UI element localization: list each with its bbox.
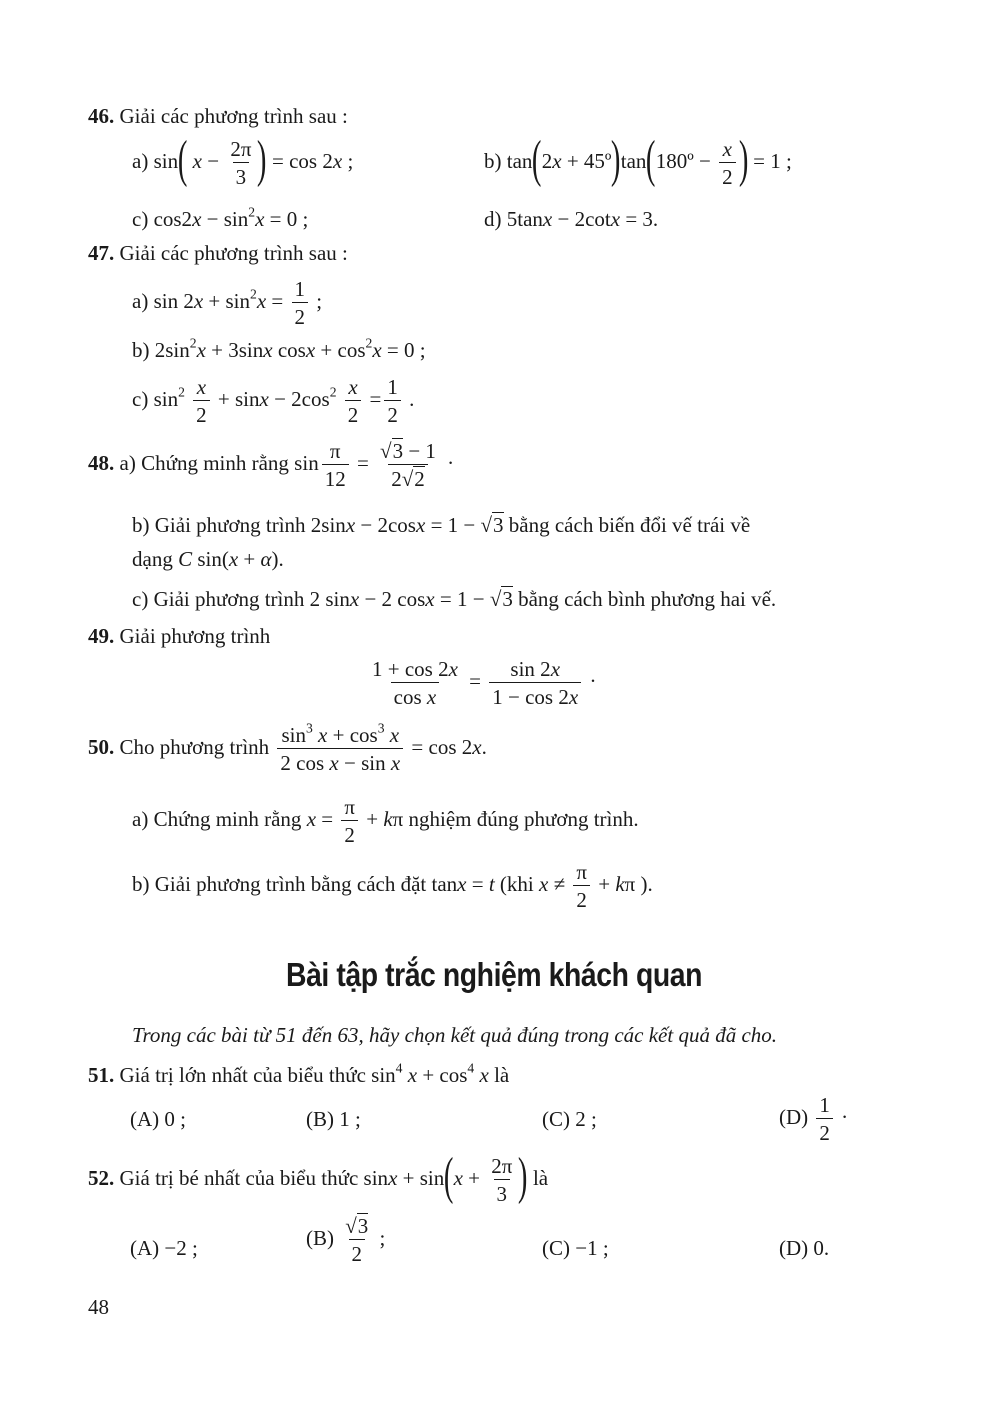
var: x (228, 547, 239, 571)
right-paren: ) (257, 131, 267, 189)
left-paren: ( (646, 131, 656, 189)
fraction (488, 1155, 515, 1205)
eq-text: = 0 ; (381, 338, 426, 362)
eq-text: + (360, 806, 384, 831)
eq-text: = (364, 386, 382, 411)
problem-48a (88, 440, 454, 490)
var: x (425, 587, 435, 611)
denominator: 2 cos x − sin x (277, 748, 403, 774)
problem-number: 49. (88, 624, 115, 648)
problem-prompt: Giải các phương trình sau : (119, 104, 348, 128)
option-51-b[interactable]: (B) 1 ; (306, 1107, 361, 1131)
eq-text: = (469, 668, 482, 693)
eq-text: + cos (315, 338, 366, 362)
right-paren: ) (518, 1148, 528, 1206)
denominator: 2 (719, 162, 736, 188)
eq-text: + sin (217, 386, 260, 411)
fraction (489, 658, 581, 708)
exponent: 2 (178, 384, 185, 400)
eq-text: · (584, 668, 597, 693)
problem-47a (132, 278, 322, 328)
problem-48c (132, 589, 776, 610)
eq-text: + cos (417, 1063, 468, 1087)
numerator: 2π (230, 137, 252, 161)
problem-48b-line2 (132, 549, 284, 570)
option-52-b[interactable] (306, 1215, 385, 1265)
problem-prompt: Giá trị bé nhất của biểu thức sin (119, 1165, 389, 1190)
problem-number: 52. (88, 1165, 115, 1190)
var: x (345, 513, 356, 537)
var: x (255, 207, 265, 231)
problem-46d (484, 209, 658, 230)
eq-text: − (207, 148, 220, 173)
eq-text: ). (271, 547, 284, 571)
var: x (192, 207, 202, 231)
eq-text: = (266, 288, 289, 313)
eq-text: sin( (192, 547, 229, 571)
left-paren: ( (532, 131, 542, 189)
numerator: x (348, 375, 358, 399)
eq-text: b) 2sin (132, 338, 190, 362)
option-51-d[interactable] (779, 1094, 848, 1144)
exponent: 4 (395, 1060, 403, 1076)
numerator: π (344, 795, 355, 819)
eq-text: bằng cách bình phương hai vế. (512, 587, 777, 611)
problem-47b (132, 335, 426, 362)
eq-text: . (403, 386, 415, 411)
problem-46c (132, 204, 309, 231)
numerator: 1 (294, 277, 306, 301)
var: x (256, 288, 267, 313)
problem-46a (132, 131, 354, 190)
exponent: 4 (467, 1060, 475, 1076)
sqrt: √3 (345, 1214, 369, 1238)
denominator: 2 (341, 820, 358, 846)
eq-text: nghiệm đúng phương trình. (403, 806, 639, 831)
var: x (479, 1063, 489, 1087)
denominator (388, 464, 428, 490)
denominator: 2 (573, 885, 590, 911)
eq-text: c) sin (132, 386, 179, 411)
left-paren: ( (177, 131, 188, 189)
fraction (341, 796, 358, 846)
eq-text: + (238, 547, 261, 571)
var: x (552, 148, 562, 173)
var: x (407, 1063, 418, 1087)
var: α (260, 547, 272, 571)
fraction (322, 440, 349, 490)
denominator: 2 (345, 400, 362, 426)
problem-number: 50. (88, 734, 115, 759)
var: k (615, 871, 625, 896)
var: x (372, 338, 382, 362)
eq-text: 180º − (655, 148, 711, 173)
exponent: 2 (365, 335, 373, 351)
eq-text: = 0 ; (264, 207, 309, 231)
eq-text: π (392, 806, 404, 831)
eq-text: c) Giải phương trình 2 sin (132, 587, 350, 611)
problem-47-header (88, 243, 348, 264)
sqrt: √3 (380, 439, 404, 463)
eq-text: ; (342, 148, 354, 173)
denominator: 3 (494, 1179, 511, 1205)
option-51-a[interactable]: (A) 0 ; (130, 1107, 186, 1131)
eq-text: (khi (494, 871, 539, 896)
eq-text: + 3sin (205, 338, 264, 362)
eq-text: = 1 − (425, 513, 481, 537)
var: k (383, 806, 393, 831)
page-number: 48 (88, 1295, 109, 1319)
var: x (542, 207, 553, 231)
eq-text: bằng cách biến đổi vế trái về (503, 513, 751, 537)
var: x (349, 587, 360, 611)
eq-text: 2 (541, 148, 553, 173)
eq-text: = (356, 450, 369, 475)
eq-text: là (527, 1165, 549, 1190)
eq-text: dạng (132, 547, 179, 571)
numerator: x (196, 375, 207, 399)
eq-text: − sin (201, 207, 249, 231)
eq-text: a) sin (132, 148, 179, 173)
fraction (719, 138, 736, 188)
var: x (388, 1165, 398, 1190)
numerator: 2π (491, 1154, 513, 1178)
var: x (610, 207, 621, 231)
fraction (816, 1094, 833, 1144)
eq-text: + (592, 871, 616, 896)
denominator: 1 − cos 2x (489, 682, 581, 708)
option-label: (B) (306, 1225, 340, 1250)
numerator: sin 2x (510, 657, 561, 681)
sqrt: √3 (489, 587, 513, 611)
problem-number: 47. (88, 241, 115, 265)
radicand: 2 (414, 467, 425, 492)
option-51-c[interactable]: (C) 2 ; (542, 1107, 597, 1131)
problem-number: 46. (88, 104, 115, 128)
fraction (277, 720, 403, 776)
problem-51-header (88, 1060, 510, 1087)
fraction (369, 658, 461, 708)
radicand: 3 (392, 439, 404, 463)
eq-text: · (441, 450, 455, 475)
denominator: 3 (233, 162, 250, 188)
var: x (457, 871, 467, 896)
eq-text: = cos 2 (406, 734, 473, 759)
exponent: 2 (329, 384, 337, 400)
option-label: (D) (779, 1104, 814, 1129)
eq-text: + (462, 1165, 486, 1190)
eq-text: + sin (203, 288, 251, 313)
numerator: $\sin^3 x + \cos^3 x$ (281, 720, 400, 747)
eq-text: b) Giải phương trình 2sin (132, 513, 346, 537)
denominator: 2 (193, 400, 210, 426)
problem-46b (484, 131, 792, 190)
numerator: 1 + cos 2x (372, 657, 458, 681)
numerator: x (722, 137, 732, 161)
fraction (292, 278, 309, 328)
numerator (342, 1215, 371, 1239)
eq-text: ). (635, 871, 653, 896)
eq-text: cos (272, 338, 306, 362)
eq-text: − 2cos (355, 513, 416, 537)
var: x (193, 288, 204, 313)
denominator: 2 (349, 1239, 366, 1265)
eq-text: − 2 cos (359, 587, 426, 611)
var: x (192, 148, 202, 173)
eq-text: + 45º (561, 148, 612, 173)
eq-text: − 2cos (268, 386, 330, 411)
eq-text: ≠ (548, 871, 571, 896)
eq-text: + sin (397, 1165, 445, 1190)
denominator: 12 (322, 464, 349, 490)
option-52-d[interactable]: (D) 0. (779, 1236, 830, 1260)
problem-prompt: Giải các phương trình sau : (119, 241, 348, 265)
var: x (263, 338, 273, 362)
problem-49-equation (366, 658, 596, 708)
denominator: 2 (292, 302, 309, 328)
eq-text: a) Chứng minh rằng (132, 806, 307, 831)
var: t (488, 871, 495, 896)
eq-text: ; (311, 288, 323, 313)
eq-text: ; (374, 1225, 386, 1250)
fraction (342, 1215, 371, 1265)
eq-text: π (624, 871, 636, 896)
fraction (193, 376, 210, 426)
radicand: 3 (493, 513, 504, 537)
section-heading: Bài tập trắc nghiệm khách quan (286, 956, 703, 993)
eq-text: = (316, 806, 339, 831)
eq-text: a) sin 2 (132, 288, 194, 313)
problem-50b (132, 861, 653, 911)
problem-prompt: Giá trị lớn nhất của biểu thức sin (119, 1063, 396, 1087)
instruction-text: Trong các bài từ 51 đến 63, hãy chọn kết quả đúng trong các kết quả đã cho. (132, 1023, 778, 1047)
right-paren: ) (611, 131, 621, 189)
numerator (377, 440, 439, 464)
problem-49-header (88, 626, 270, 647)
var: x (196, 338, 206, 362)
radicand: 3 (502, 587, 513, 611)
problem-52-header (88, 1148, 549, 1207)
problem-48b-line1 (132, 515, 750, 536)
eq-text: tan (620, 148, 647, 173)
eq-text: d) 5tan (484, 207, 543, 231)
problem-46-header (88, 106, 348, 127)
eq-text: · (835, 1104, 849, 1129)
fraction (345, 376, 362, 426)
fraction (377, 440, 439, 490)
var: x (306, 806, 317, 831)
exponent: 2 (189, 335, 197, 351)
problem-prompt: Giải phương trình (119, 624, 271, 648)
option-52-a[interactable]: (A) −2 ; (130, 1236, 198, 1260)
option-52-c[interactable]: (C) −1 ; (542, 1236, 609, 1260)
eq-text: = 3. (620, 207, 659, 231)
problem-number: 51. (88, 1063, 115, 1087)
eq-text: = cos 2 (272, 148, 333, 173)
eq-text: b) tan (484, 148, 533, 173)
numerator: π (329, 439, 341, 463)
problem-50-header (88, 720, 487, 776)
problem-prompt: Cho phương trình (119, 734, 275, 759)
sqrt: √3 (480, 513, 504, 537)
eq-text: = 1 − (434, 587, 490, 611)
var: x (305, 338, 316, 362)
fraction (573, 861, 590, 911)
right-paren: ) (738, 131, 749, 189)
exponent: 2 (248, 204, 256, 220)
numerator: π (576, 860, 587, 884)
var: C (178, 547, 193, 571)
var: x (539, 871, 549, 896)
numerator: 1 (819, 1093, 830, 1117)
var: x (332, 148, 343, 173)
eq-text: . (481, 734, 487, 759)
problem-number: 48. (88, 450, 115, 475)
var: x (259, 386, 269, 411)
eq-text: − 1 (403, 439, 436, 463)
numerator: 1 (387, 375, 398, 399)
fraction (227, 138, 254, 188)
problem-47c (132, 376, 414, 426)
eq-text: = 1 ; (753, 148, 792, 173)
eq-text: − 2cot (552, 207, 611, 231)
eq-text: = (466, 871, 489, 896)
eq-text: b) Giải phương trình bằng cách đặt tan (132, 871, 458, 896)
denominator: 2 (816, 1118, 833, 1144)
eq-text: c) cos2 (132, 207, 193, 231)
fraction (384, 376, 401, 426)
problem-50a (132, 796, 639, 846)
var: x (415, 513, 426, 537)
left-paren: ( (444, 1148, 454, 1206)
denominator: 2 (384, 400, 401, 426)
eq-text: a) Chứng minh rằng sin (119, 450, 319, 475)
var: x (472, 734, 482, 759)
denominator: cos x (391, 682, 440, 708)
var: x (453, 1165, 463, 1190)
eq-text: là (488, 1063, 510, 1087)
exponent: 2 (250, 286, 257, 302)
sqrt: √2 (401, 467, 425, 492)
eq-text: 2 (391, 467, 402, 492)
